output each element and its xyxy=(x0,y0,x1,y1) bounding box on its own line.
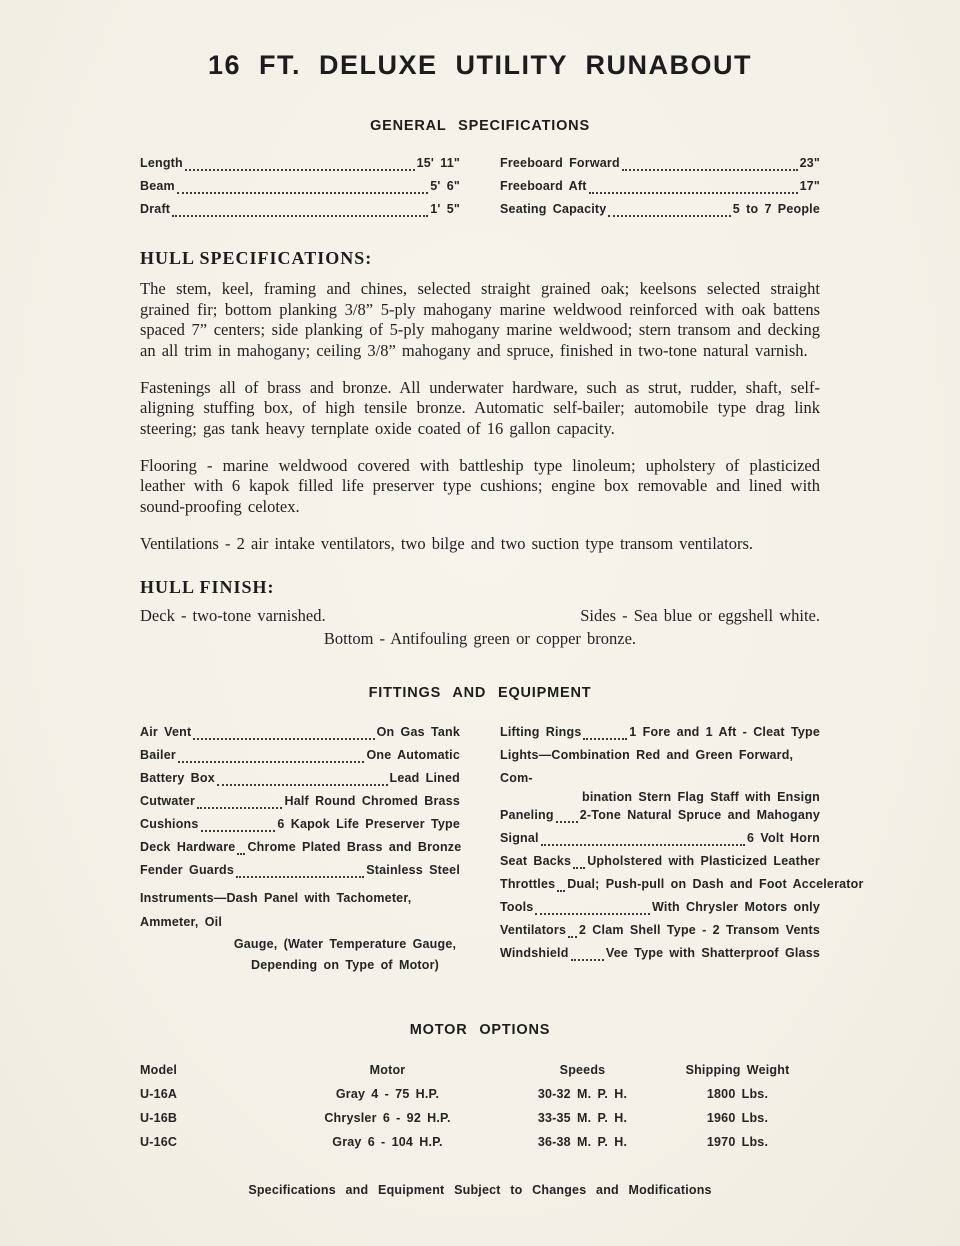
spec-value: 15' 11" xyxy=(416,156,460,170)
fitting-label: Windshield xyxy=(500,946,569,960)
dotted-leader xyxy=(556,821,578,823)
dotted-leader xyxy=(197,807,282,809)
hull-spec-paragraph: Flooring - marine weldwood covered with battleship type linoleum; upholstery of plasticized leather with 6 kapok filled life preserver type cushions; engine box removable and lined with sound-proofing celotex. xyxy=(140,455,820,516)
fitting-row-cushions xyxy=(140,813,460,836)
dotted-leader xyxy=(557,890,565,892)
dotted-leader xyxy=(185,169,415,171)
fitting-row-ventilators xyxy=(500,919,820,942)
motor-cell-motor: Gray 4 - 75 H.P. xyxy=(335,1087,440,1101)
dotted-leader xyxy=(568,936,577,938)
dotted-leader xyxy=(583,738,627,740)
fitting-value: Chrome Plated Brass and Bronze xyxy=(247,840,462,854)
fitting-label: Deck Hardware xyxy=(140,840,236,854)
general-specifications-table xyxy=(140,152,820,221)
fitting-value: With Chrysler Motors only xyxy=(652,900,820,914)
spec-label: Length xyxy=(140,156,183,170)
page-title: 16 FT. DELUXE UTILITY RUNABOUT xyxy=(207,50,753,80)
motor-cell-motor: Chrysler 6 - 92 H.P. xyxy=(324,1111,451,1125)
motor-cell-model: U-16A xyxy=(140,1087,178,1101)
dotted-leader xyxy=(571,959,604,961)
spec-row-length xyxy=(140,152,460,175)
dotted-leader xyxy=(236,876,364,878)
hull-spec-paragraph: The stem, keel, framing and chines, selected straight grained oak; keelsons selected straight grained fir; bottom planking 3/8” 5-ply mahogany marine weldwood reinforced with oak battens spaced 7” centers; side planking of 5-ply mahogany marine weldwood; stern transom and decking an all trim in mahogany; ceiling 3/8” mahogany and spruce, finished in two-tone natural varnish. xyxy=(140,279,820,360)
general-specs-left-column xyxy=(140,152,460,221)
hull-finish-row xyxy=(140,606,820,626)
fitting-row-fender-guards xyxy=(140,859,460,882)
fitting-value: On Gas Tank xyxy=(376,725,460,739)
fitting-label: Cutwater xyxy=(140,794,196,808)
fitting-row-seat-backs xyxy=(500,850,820,873)
fittings-equipment-heading: FITTINGS AND EQUIPMENT xyxy=(368,685,592,701)
hull-finish-bottom: Bottom - Antifouling green or copper bronze. xyxy=(323,629,637,648)
fitting-label: Bailer xyxy=(140,748,176,762)
fitting-label: Seat Backs xyxy=(500,854,572,868)
fitting-value: 2 Clam Shell Type - 2 Transom Vents xyxy=(578,923,820,937)
fitting-row-lifting-rings xyxy=(500,721,820,744)
fitting-label: Cushions xyxy=(140,817,199,831)
dotted-leader xyxy=(201,830,276,832)
fitting-value: 6 Kapok Life Preserver Type xyxy=(277,817,460,831)
fitting-value: Half Round Chromed Brass xyxy=(284,794,460,808)
dotted-leader xyxy=(193,738,374,740)
spec-row-beam xyxy=(140,175,460,198)
fitting-label: Tools xyxy=(500,900,534,914)
fittings-left-column xyxy=(140,721,460,976)
hull-finish-heading: HULL FINISH: xyxy=(140,577,275,597)
motor-cell-speeds: 33-35 M. P. H. xyxy=(537,1111,628,1125)
fitting-label: Lifting Rings xyxy=(500,725,582,739)
fitting-row-bailer xyxy=(140,744,460,767)
instruments-line: Depending on Type of Motor) xyxy=(250,958,440,972)
fitting-row-paneling xyxy=(500,804,820,827)
fitting-row-battery-box xyxy=(140,767,460,790)
dotted-leader xyxy=(217,784,388,786)
fitting-label: Ventilators xyxy=(500,923,567,937)
dotted-leader xyxy=(535,913,650,915)
general-specs-right-column xyxy=(500,152,820,221)
spec-label: Beam xyxy=(140,179,175,193)
motor-col-header-speeds: Speeds xyxy=(559,1063,606,1077)
fitting-value: Stainless Steel xyxy=(366,863,460,877)
fitting-label: Signal xyxy=(500,831,539,845)
footer-disclaimer: Specifications and Equipment Subject to Changes and Modifications xyxy=(248,1183,712,1197)
motor-col-header-shipping-weight: Shipping Weight xyxy=(685,1063,790,1077)
spec-row-draft xyxy=(140,198,460,221)
spec-label: Freeboard Aft xyxy=(500,179,587,193)
spec-label: Draft xyxy=(140,202,171,216)
general-specifications-heading: GENERAL SPECIFICATIONS xyxy=(370,118,590,134)
motor-cell-weight: 1800 Lbs. xyxy=(706,1087,769,1101)
fitting-row-cutwater xyxy=(140,790,460,813)
motor-cell-speeds: 30-32 M. P. H. xyxy=(537,1087,628,1101)
fitting-entry-lights xyxy=(500,744,820,804)
fitting-label: Fender Guards xyxy=(140,863,235,877)
hull-spec-paragraph: Fastenings all of brass and bronze. All underwater hardware, such as strut, rudder, shaft, self-aligning stuffing box, of high tensile bronze. Automatic self-bailer; automobile type drag link steering; gas tank heavy ternplate oxide coated of 16 gallon capacity. xyxy=(140,377,820,438)
motor-cell-model: U-16B xyxy=(140,1111,178,1125)
fitting-value: Vee Type with Shatterproof Glass xyxy=(605,946,820,960)
spec-value: 5' 6" xyxy=(430,179,460,193)
spec-label: Seating Capacity xyxy=(500,202,607,216)
motor-cell-motor: Gray 6 - 104 H.P. xyxy=(332,1135,443,1149)
motor-col-header-motor: Motor xyxy=(369,1063,406,1077)
spec-label: Freeboard Forward xyxy=(500,156,620,170)
fitting-row-deck-hardware xyxy=(140,836,460,859)
hull-spec-paragraph: Ventilations - 2 air intake ventilators, two bilge and two suction type transom ventilators. xyxy=(140,533,754,553)
motor-cell-weight: 1960 Lbs. xyxy=(706,1111,769,1125)
spec-value: 17" xyxy=(799,179,820,193)
motor-col-header-model: Model xyxy=(140,1063,178,1077)
spec-value: 23" xyxy=(799,156,820,170)
dotted-leader xyxy=(622,169,798,171)
motor-cell-speeds: 36-38 M. P. H. xyxy=(537,1135,628,1149)
instruments-line: Instruments—Dash Panel with Tachometer, Ammeter, Oil xyxy=(140,891,412,929)
motor-options-table xyxy=(140,1058,820,1154)
fittings-right-column xyxy=(500,721,864,976)
instruments-line: Gauge, (Water Temperature Gauge, xyxy=(233,937,457,951)
fitting-label: Throttles xyxy=(500,877,556,891)
fitting-value: 2-Tone Natural Spruce and Mahogany xyxy=(579,808,820,822)
fitting-value: Upholstered with Plasticized Leather xyxy=(587,854,820,868)
dotted-leader xyxy=(608,215,730,217)
hull-finish-deck: Deck - two-tone varnished. xyxy=(140,606,326,625)
fitting-value: One Automatic xyxy=(366,748,460,762)
fitting-row-tools xyxy=(500,896,820,919)
fitting-row-signal xyxy=(500,827,820,850)
motor-cell-weight: 1970 Lbs. xyxy=(706,1135,769,1149)
spec-value: 1' 5" xyxy=(430,202,460,216)
dotted-leader xyxy=(573,867,585,869)
dotted-leader xyxy=(177,192,428,194)
motor-options-heading: MOTOR OPTIONS xyxy=(409,1022,551,1038)
fitting-value: 6 Volt Horn xyxy=(747,831,820,845)
dotted-leader xyxy=(237,853,245,855)
fitting-label: Paneling xyxy=(500,808,554,822)
lights-line: bination Stern Flag Staff with Ensign xyxy=(582,790,820,804)
lights-line: Lights—Combination Red and Green Forward, Com- xyxy=(500,748,794,785)
fitting-label: Battery Box xyxy=(140,771,215,785)
fitting-row-air-vent xyxy=(140,721,460,744)
spec-row-seating-capacity xyxy=(500,198,820,221)
hull-finish-sides: Sides - Sea blue or eggshell white. xyxy=(580,606,820,625)
dotted-leader xyxy=(178,761,365,763)
spec-value: 5 to 7 People xyxy=(732,202,820,216)
fitting-row-windshield xyxy=(500,942,820,965)
fittings-table xyxy=(140,721,864,976)
fitting-value: Dual; Push-pull on Dash and Foot Accelerator xyxy=(567,877,864,891)
hull-specifications-heading: HULL SPECIFICATIONS: xyxy=(140,248,373,268)
spec-row-freeboard-forward xyxy=(500,152,820,175)
fitting-entry-instruments xyxy=(140,886,460,976)
dotted-leader xyxy=(172,215,428,217)
dotted-leader xyxy=(541,844,745,846)
motor-cell-model: U-16C xyxy=(140,1135,178,1149)
fitting-value: Lead Lined xyxy=(389,771,460,785)
spec-row-freeboard-aft xyxy=(500,175,820,198)
dotted-leader xyxy=(589,192,798,194)
fitting-row-throttles xyxy=(500,873,864,896)
fitting-value: 1 Fore and 1 Aft - Cleat Type xyxy=(629,725,820,739)
fitting-label: Air Vent xyxy=(140,725,192,739)
